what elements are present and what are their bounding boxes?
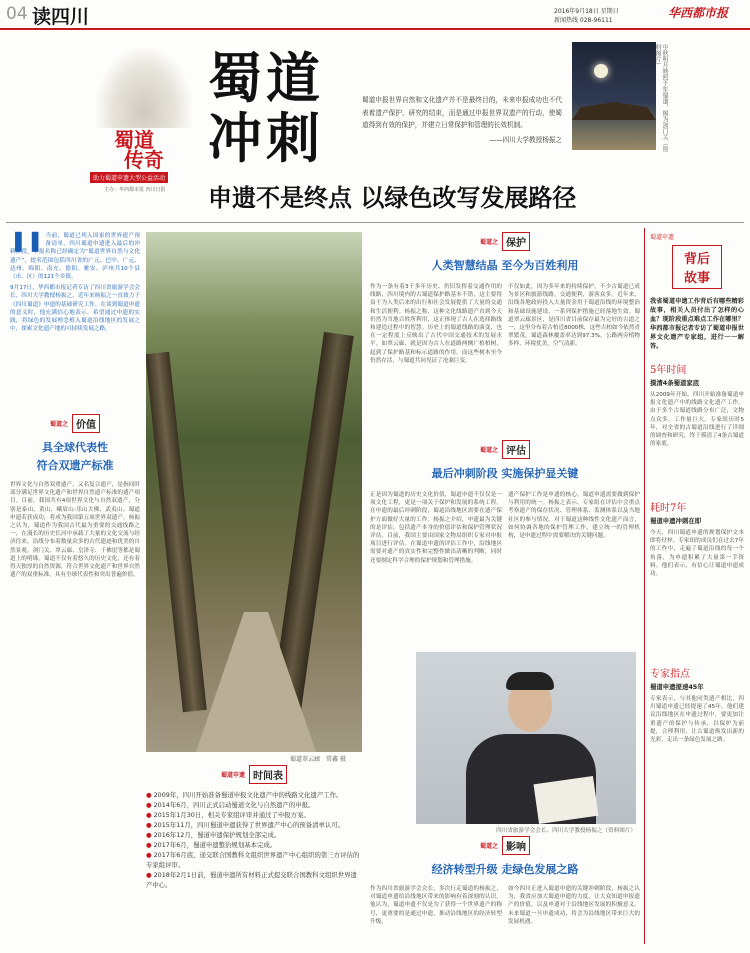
portrait-book [534,776,599,824]
eval-tag: 蜀道之 [479,447,498,454]
protect-body-b: 不仅如此，因为多年来的持续保护，不少古蜀道已成为景区和旅游线路，交通便利，游客众多。近年来，沿线各地政府投入大量资金用于蜀道沿线的环境整治和基础设施建设，一系列保护措施已经落地生效。蜀道翠云廊景区，是四川省目前保存最为完好的古道之一，这里分布着古柏近8000株，这些古柏如今依然青翠繁茂。蜀道森林覆盖率达到97.3%，公路两旁植物多样，环境优美，空气清新。 [508,284,640,348]
protect-label [370,232,640,251]
moon-pavilion-photo [572,42,656,150]
eval-headline: 最后冲刺阶段 实施保护显关键 [431,467,579,480]
protect-title: 保护 [502,232,530,251]
impact-title: 影响 [502,836,530,855]
masthead-rule [0,28,750,30]
photo-caption-credit: 常鑫 摄 [325,756,346,763]
timeline-title: 时间表 [249,765,287,784]
protect-body-a: 作为一条有着3千多年历史、仍旧发挥着交通作用的线路，四川境内的古蜀道保护路基本不错，这主要得益于为人类后来的出行和社会发展提供了大量的交通和生活便利。杨振之称，这种文化线路遗产直到今天仍然为当地百姓所利用，这正体现了古人在选择路线和建造过程中的智慧。历史上的蜀道线路的演变，也在一定程度上反映出了古代中国交通技术的发展水平。如翠云廊，就是因为古人在道路两侧广植柏树，起到了保护路基和标示道路的作用，而这些树木至今仍然存活，与蜀道共同见证了沧桑巨变。 [370,284,502,364]
protect-section [370,232,640,431]
paper-logo: 华西都市报 [668,6,729,20]
value-subhead-1: 具全球代表性 [42,441,108,454]
timeline-tag: 蜀道申遗 [220,772,245,779]
eval-body-b: 遗产保护工作是申遗的核心，蜀道申遗需要做到保护与利用的统一。杨振之表示，专家组在评估中会重点考察遗产的保存状况、管理体系、监测体系以及当地社区的参与情况。对于蜀道这种线性文化遗产而言，如何协调各地的保护管理工作，建立统一的管理机构，是申遗过程中需要解决的关键问题。 [508,492,640,540]
sidebar-s2-body: 今天，四川蜀道申遗的规划保护文本即将付梓。专家组的成员们在过去7年的工作中，走遍了蜀道沿线的每一个角落，为申遗积累了大量第一手资料。他们表示，有信心让蜀道申遗成功。 [650,530,744,578]
eval-title: 评估 [502,440,530,459]
sidebar-title-box [672,245,722,289]
mountain-graphic [94,44,194,128]
campaign-organizer: 主办：华西都市报 四川日报 [104,187,166,193]
page-number: 04 [6,4,28,24]
main-subheadline: 申遗不是终点 以绿色改写发展路径 [208,183,577,212]
portrait-hair [506,672,554,690]
headline-big-2: 冲刺 [208,106,324,170]
tree-trunk-left [146,352,207,713]
timeline-item: ● 2017年6月，蜀道申遗整治规划基本完成。 [146,840,362,850]
impact-body-a: 作为四川省旅游学会会长，多次行走蜀道的杨振之，对蜀道申遗给沿线地区带来的影响有着深刻的认识。他认为，蜀道申遗不仅是为了获得一个世界遗产的称号，更重要的是通过申遗，推动沿线地区的经济转型升级。 [370,886,502,925]
sidebar-s3-title: 专家指点 [650,669,690,680]
sidebar-s1-title: 5年时间 [650,365,687,376]
expert-quote [362,94,562,144]
timeline-item: ● 2015年11月，四川蜀道申遗获得了世界遗产中心的预备清单认可。 [146,820,362,830]
intro-paragraph-2: 9月17日，华西都市报记者专访了四川省旅游学会会长、四川大学教授杨振之，近年来杨振之一直致力于《四川蜀道》申遗的基础研究工作。在谈到蜀道申遗的意义时，他充满信心地表示，希望通过申遗的实践，将绿色的发展理念植入蜀道沿线地区的发展之中，探索文化遗产地的可持续发展之路。 [10,285,140,333]
campaign-subtitle: 助力蜀道申遗大型公益活动 [90,172,168,183]
protect-columns [370,283,640,431]
sidebar-s1-body: 从2009年开始，四川开始准备蜀道申报文化遗产中的线路文化遗产工作。由于多个古蜀道线路分布广泛，文物点众多，工作量巨大。专家组历时5年，对全省的古蜀道沿线进行了详细的调查和研究，终于摸清了4条古蜀道的家底。 [650,392,744,448]
sidebar-s3-body: 专家表示，与其他同类遗产相比，四川蜀道申遗已经提速了45年。他们建议沿线地区在申遗过程中，要更加注重遗产的保护与传承，以保护为前提，合理利用，让古蜀道焕发出新的光彩，走出一条绿色发展之路。 [650,696,744,744]
timeline-item: ● 2017年6月底，递交联合国教科文组织世界遗产中心组织的第三方评估的专家组评审。 [146,850,362,870]
campaign-title-2: 传奇 [124,148,164,172]
sidebar-divider [644,228,645,944]
photo-caption-place: 蜀道翠云廊 [290,756,321,763]
value-section-label [10,414,140,433]
timeline-item: ● 2009年，四川开始准备蜀道申报文化遗产中的线路文化遗产工作。 [146,790,362,800]
value-section [10,414,140,953]
hotline: 新闻热线 028-96111 [554,17,613,24]
cuiyunlang-photo [146,232,362,752]
section-title: 读四川 [32,6,90,28]
sidebar-title-2: 故事 [683,271,710,286]
quote-text: 蜀道申报世界自然和文化遗产并不是最终目的，未来申报成功也不代表着遗产保护、研究的结束，而是通过申报世界双遗产的行动，使蜀道得到有效的保护，并建立日常保护和管理的长效机制。 [362,96,562,130]
photo-caption [290,754,346,763]
protect-tag: 蜀道之 [479,239,498,246]
campaign-logo [84,40,204,198]
value-subhead-2: 符合双遗产标准 [36,459,114,472]
sidebar [650,232,744,885]
sidebar-s1-sub: 摸清4条蜀道家底 [650,379,700,387]
timeline-label [146,765,362,784]
value-tag: 蜀道之 [49,421,68,428]
timeline-item: ● 2018年2月1日前，蜀道申遗所有材料正式提交联合国教科文组织世界遗产中心。 [146,870,362,890]
intro-column [10,228,140,333]
quote-mark-icon: ❚❚ [10,228,44,252]
portrait-caption: 四川省旅游学会会长、四川大学教授杨振之（资料图片） [496,828,636,834]
campaign-title-1: 蜀道 [114,128,154,152]
timeline-item: ● 2016年12月，蜀道申遗保护规划全部完成。 [146,830,362,840]
masthead [0,0,750,28]
impact-tag: 蜀道之 [479,843,498,850]
impact-headline: 经济转型升级 走绿色发展之路 [431,863,579,876]
protect-headline: 人类智慧结晶 至今为百姓利用 [431,259,579,272]
impact-body-b: 如今四川正进入蜀道申遗的关键冲刺阶段，杨振之认为，我省应加大蜀道申遗的力度，让大众知道申报遗产的价值，以及申遗对于沿线地区发展的积极意义。未来蜀道一旦申遗成功，将会为沿线地区带来巨大的发展机遇。 [508,886,640,925]
top-photo-caption: 中秋明月映照千年蜀道，图为剑门关（资料图片） [654,44,668,152]
intro-paragraph-1: 当前，蜀道已列入国家的世界遗产预备清单，四川蜀道申遗进入最后的冲刺阶段。申报名称已经确定为“蜀道世界自然与文化遗产”，提名范围包括四川省的广元、巴中、广元、达州、绵阳、南充、德阳、雅安、泸州共10个县（市、区）的121个乡镇。 [10,233,140,281]
issue-date: 2016年9月18日 星期日 [554,8,619,15]
quote-author: ——四川大学教授杨振之 [489,135,562,144]
eval-body-a: 正是因为蜀道的历史文化价值，蜀道申遗不仅仅是一项文化工程，更是一项关于保护和发展的系统工程。在申遗的最后冲刺阶段，蜀道沿线地区需要在遗产保护方面做好大量的工作。杨振之介绍，申遗最为关键的是评估，包括遗产本身的价值评估和保护管理状况评估。目前，我国主要由国家文物局组织专家对申报项目进行评估。在蜀道申遗的评估工作中，沿线地区需要对遗产的真实性和完整性做出清晰的判断，同时还要制定科学合理的保护规划和管理措施。 [370,492,502,564]
eval-section [370,440,640,631]
eval-columns [370,491,640,631]
timeline-section [146,765,362,890]
pavilion-roof [572,102,656,120]
value-label: 价值 [72,414,100,433]
sidebar-s2-sub: 蜀道申遗冲刺在即 [650,517,702,525]
impact-label [370,836,640,855]
sidebar-s2-title: 耗时7年 [650,503,687,514]
timeline-item: ● 2015年1月30日，相关专家组评审并通过了申报方案。 [146,810,362,820]
sidebar-tag: 蜀道申遗 [650,234,675,241]
sidebar-s3-sub: 蜀道申遗提速45年 [650,683,704,691]
impact-section [370,836,640,943]
eval-label [370,440,640,459]
value-body: 世界文化与自然双重遗产，又名复合遗产，是指同时部分满足世界文化遗产和世界自然遗产标准的遗产项目。目前，我国共有4项世界文化与自然双遗产，分别是泰山、黄山、峨眉山-乐山大佛、武夷山。蜀道申遗若获成功，将成为我国第五项世界双遗产。杨振之认为，蜀道作为我国古代最为重要的交通线路之一，在漫长的历史长河中承载了大量的文化交流与经济往来，沿线分布着数量众多的古代遗迹和优美的自然景观。剑门关、翠云廊、皇泽寺、千佛崖等都是蜀道上的明珠。蜀道不仅有着悠久的历史文化，还有着得天独厚的自然资源，符合世界文化遗产和世界自然遗产的双重标准，具有全球代表性和突出普遍价值。 [10,482,140,579]
portrait-photo [416,652,636,824]
impact-columns [370,885,640,943]
sidebar-lead: 我省蜀道申遗工作背后有哪些精彩故事，相关人员付出了怎样的心血？现阶段重点难点工作在哪里？华西都市报记者专访了蜀道申报世界文化遗产专家组，进行一一解答。 [650,298,744,350]
sidebar-title-1: 背后 [683,252,710,267]
headline-big-1: 蜀道 [208,46,324,110]
moon [594,64,608,78]
header-divider [6,222,744,223]
timeline-item: ● 2014年6月，四川正式启动蜀道文化与自然遗产的申报。 [146,800,362,810]
